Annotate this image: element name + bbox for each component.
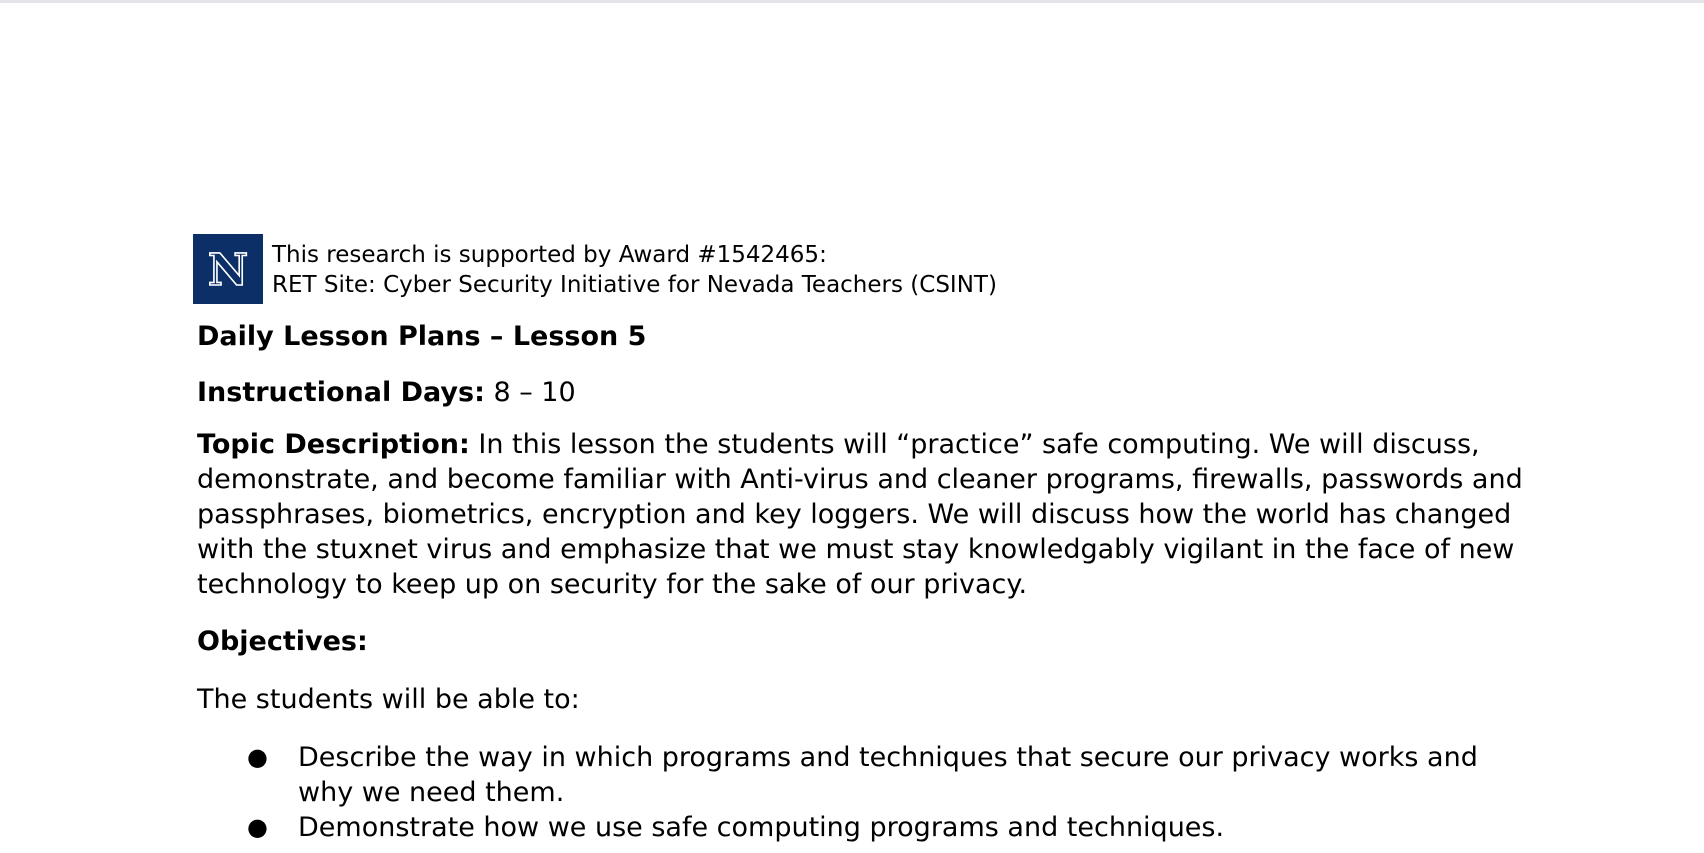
document-page — [0, 3, 1704, 853]
objective-text: Describe the way in which programs and techniques that secure our privacy works and why we need them. — [298, 742, 1478, 808]
objectives-heading: Objectives: — [197, 626, 368, 657]
award-text — [272, 240, 997, 300]
bullet-icon: ● — [247, 813, 268, 841]
instructional-days-label: Instructional Days: — [197, 377, 485, 408]
topic-description-text: In this lesson the students will “practice” safe computing. We will discuss, demonstrate, and become familiar with Anti-virus and cleaner programs, firewalls, passwords and passphrases, biometrics, encryption and key loggers. We will discuss how the world has changed with the stuxnet virus and emphasize that we must stay knowledgably vigilant in the face of new technology to keep up on security for the sake of our privacy. — [197, 429, 1523, 600]
instructional-days — [197, 375, 1537, 410]
objectives-intro: The students will be able to: — [197, 684, 580, 715]
list-item — [197, 740, 1528, 810]
program-line: RET Site: Cyber Security Initiative for Nevada Teachers (CSINT) — [272, 272, 997, 298]
bullet-icon: ● — [247, 743, 268, 771]
topic-description — [197, 427, 1527, 602]
objectives-list — [197, 740, 1537, 845]
lesson-title: Daily Lesson Plans – Lesson 5 — [197, 321, 647, 352]
lesson-content — [197, 317, 1537, 845]
list-item — [197, 810, 1528, 845]
topic-description-label: Topic Description: — [197, 429, 470, 460]
n-logo-glyph — [202, 243, 254, 295]
university-n-logo-icon — [193, 234, 263, 304]
document-header — [193, 234, 997, 304]
instructional-days-value: 8 – 10 — [493, 377, 576, 408]
award-line: This research is supported by Award #1542465: — [272, 242, 827, 268]
objective-text: Demonstrate how we use safe computing programs and techniques. — [298, 812, 1225, 843]
svg-text:N: N — [207, 245, 249, 295]
